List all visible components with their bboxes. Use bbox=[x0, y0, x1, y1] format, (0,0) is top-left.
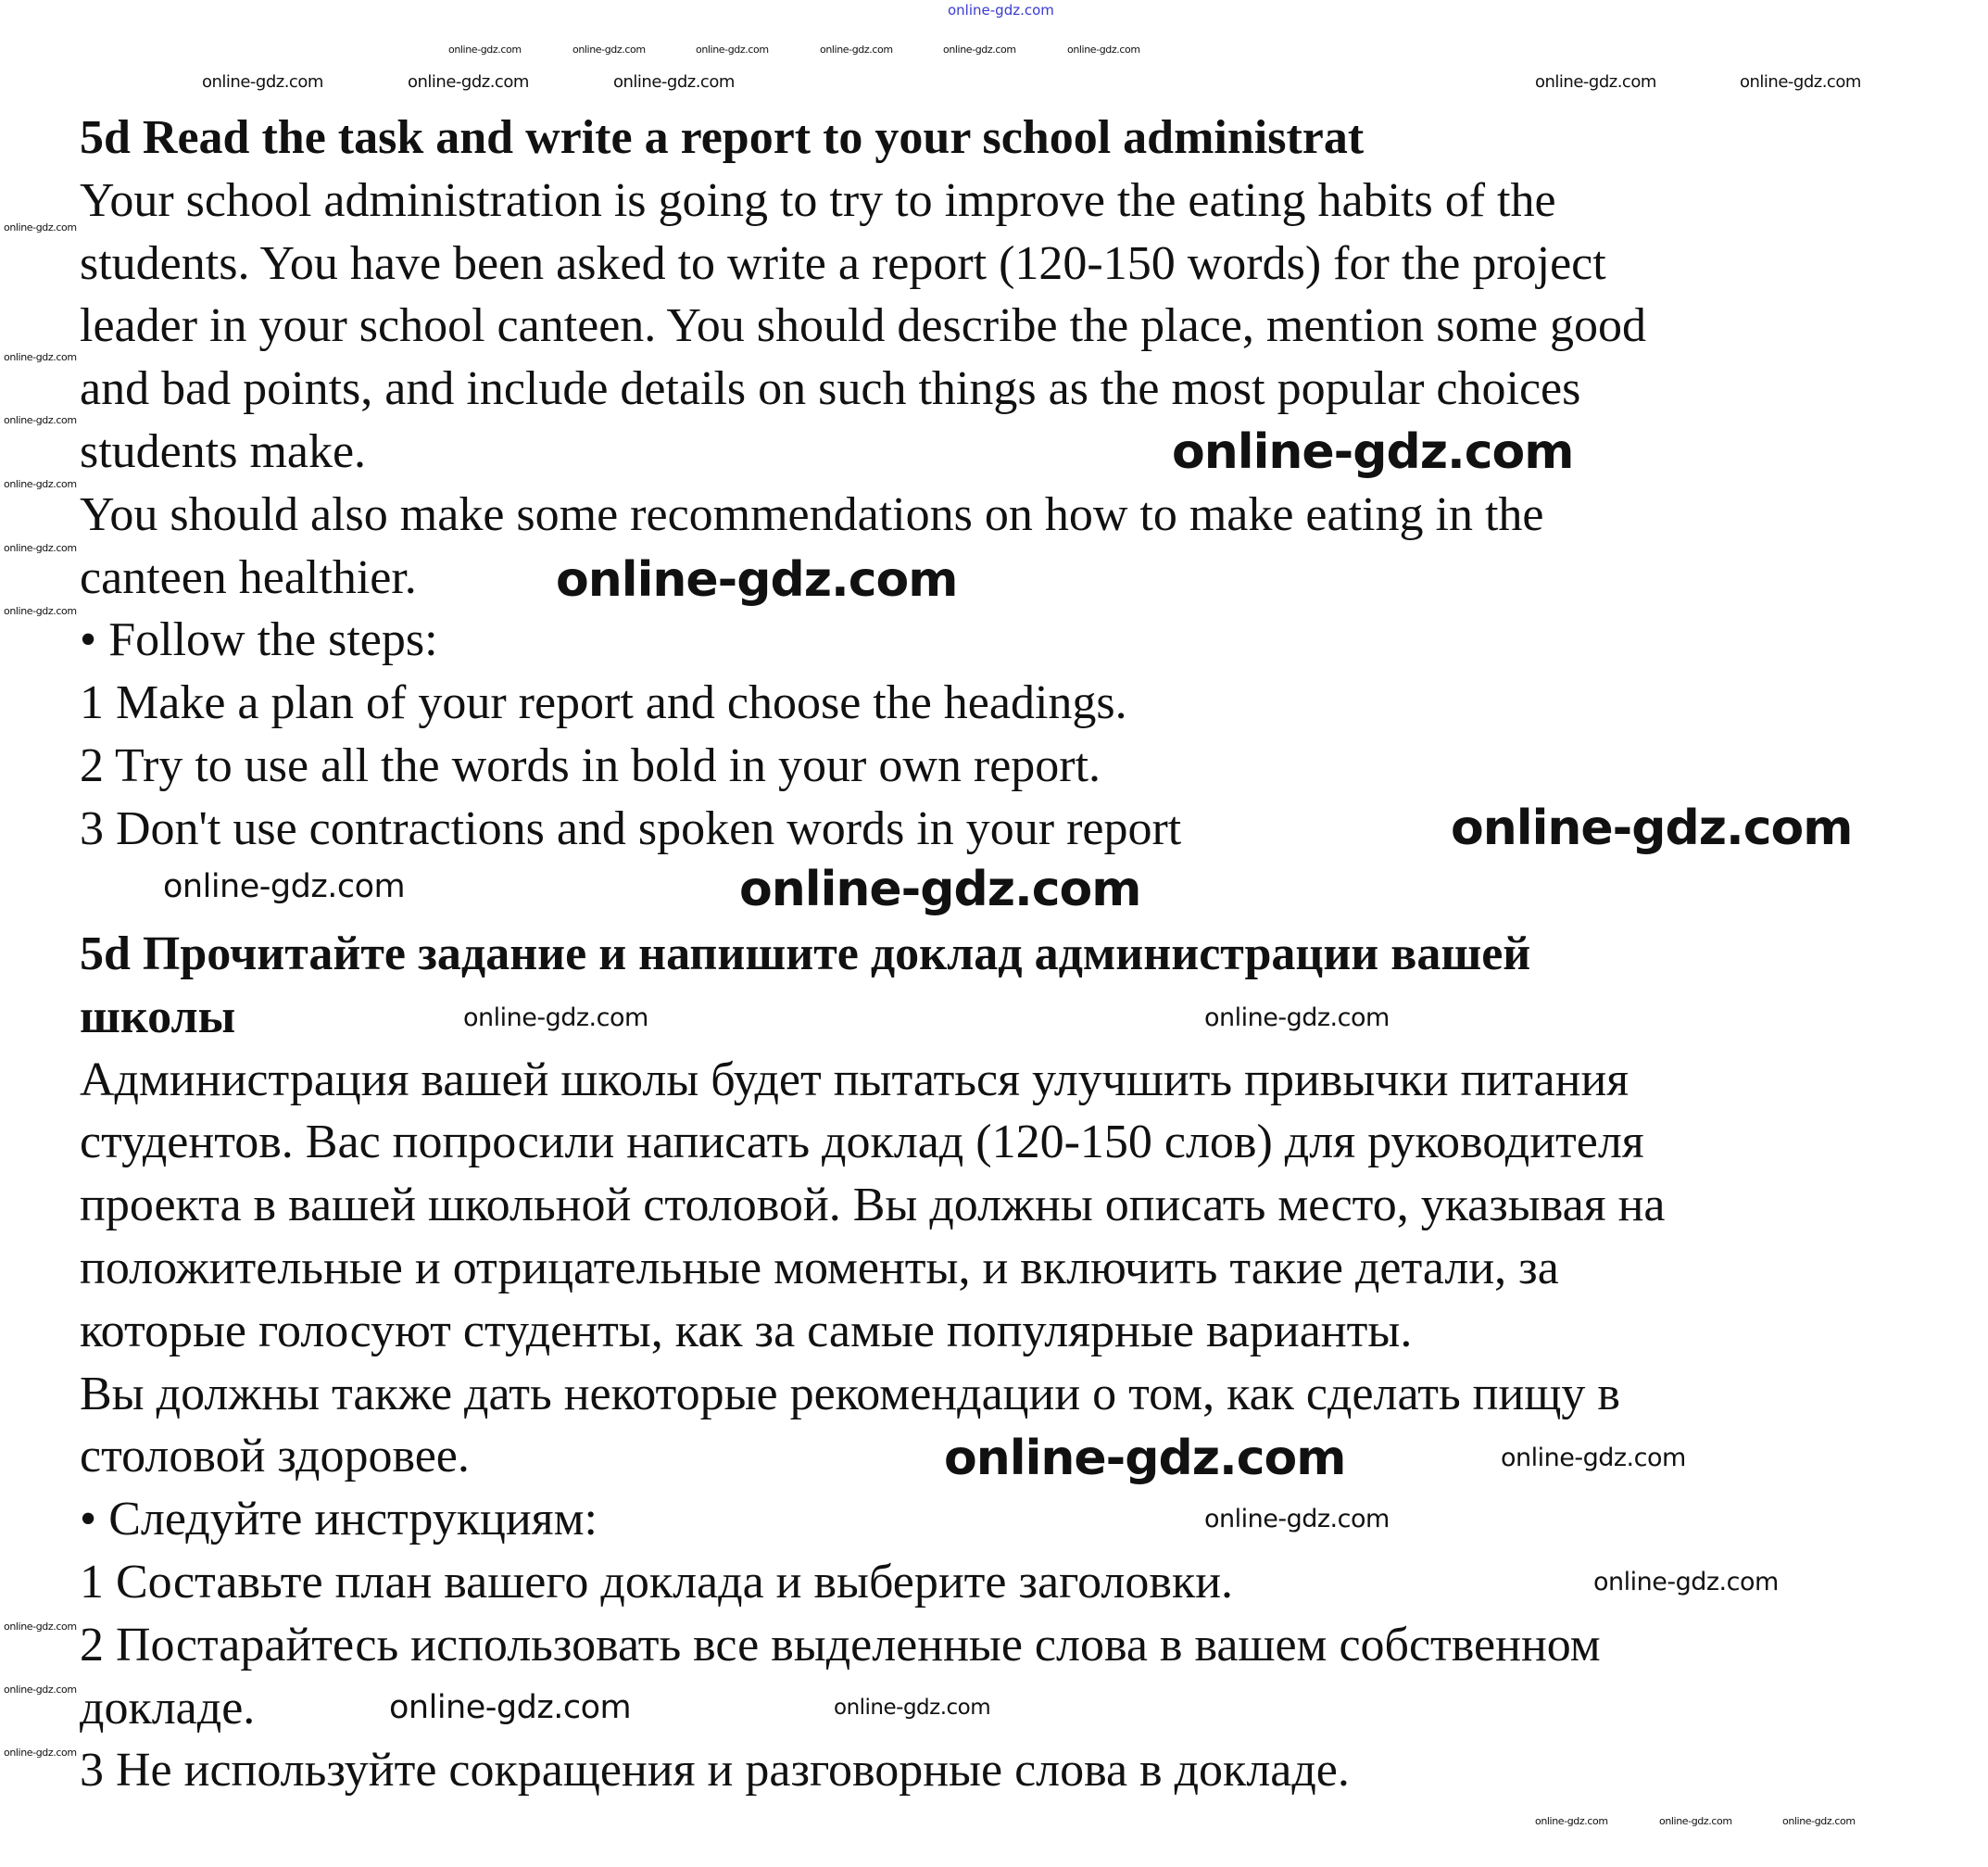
english-step: 2 Try to use all the words in bold in your own report. bbox=[80, 738, 1101, 792]
watermark: online-gdz.com bbox=[556, 552, 958, 608]
russian-step: 3 Не используйте сокращения и разговорные слова в докладе. bbox=[80, 1744, 1350, 1798]
watermark: online-gdz.com bbox=[4, 542, 77, 554]
watermark: online-gdz.com bbox=[389, 1689, 632, 1726]
watermark: online-gdz.com bbox=[1740, 72, 1861, 92]
watermark: online-gdz.com bbox=[572, 44, 646, 56]
watermark: online-gdz.com bbox=[696, 44, 769, 56]
watermark: online-gdz.com bbox=[202, 72, 323, 92]
watermark: online-gdz.com bbox=[1659, 1815, 1732, 1827]
watermark: online-gdz.com bbox=[1782, 1815, 1856, 1827]
watermark: online-gdz.com bbox=[4, 414, 77, 426]
russian-task bbox=[80, 923, 1666, 1802]
russian-line: студентов. Вас попросили написать доклад (120-150 слов) для руководителя bbox=[80, 1116, 1644, 1169]
watermark: online-gdz.com bbox=[448, 44, 522, 56]
russian-line: положительные и отрицательные моменты, и включить такие детали, за bbox=[80, 1241, 1559, 1294]
watermark: online-gdz.com bbox=[1172, 424, 1574, 480]
english-task bbox=[80, 107, 1646, 861]
english-line: canteen healthier. bbox=[80, 550, 417, 604]
watermark: online-gdz.com bbox=[1204, 1505, 1390, 1533]
russian-line: которые голосуют студенты, как за самые популярные варианты. bbox=[80, 1304, 1413, 1357]
watermark: online-gdz.com bbox=[1593, 1568, 1779, 1596]
english-step: 3 Don't use contractions and spoken words in your report bbox=[80, 801, 1182, 855]
russian-line: проекта в вашей школьной столовой. Вы должны описать место, указывая на bbox=[80, 1179, 1666, 1232]
watermark: online-gdz.com bbox=[408, 72, 529, 92]
watermark: online-gdz.com bbox=[1067, 44, 1140, 56]
watermark: online-gdz.com bbox=[163, 868, 406, 905]
watermark: online-gdz.com bbox=[4, 221, 77, 233]
russian-line: • Следуйте инструкциям: bbox=[80, 1493, 598, 1546]
russian-heading: школы bbox=[80, 990, 236, 1043]
watermark: online-gdz.com bbox=[943, 44, 1016, 56]
watermark: online-gdz.com bbox=[4, 478, 77, 490]
russian-heading: 5d Прочитайте задание и напишите доклад администрации вашей bbox=[80, 927, 1531, 980]
watermark: online-gdz.com bbox=[463, 1003, 648, 1032]
watermark: online-gdz.com bbox=[613, 72, 735, 92]
watermark: online-gdz.com bbox=[944, 1431, 1346, 1486]
watermark: online-gdz.com bbox=[4, 351, 77, 363]
russian-line: Вы должны также дать некоторые рекомендации о том, как сделать пищу в bbox=[80, 1367, 1620, 1420]
english-line: leader in your school canteen. You should describe the place, mention some good bbox=[80, 299, 1647, 353]
watermark: online-gdz.com bbox=[739, 862, 1141, 917]
russian-line: Администрация вашей школы будет пытаться улучшить привычки питания bbox=[80, 1053, 1629, 1106]
watermark: online-gdz.com bbox=[1204, 1003, 1390, 1032]
english-line: students. You have been asked to write a report (120-150 words) for the project bbox=[80, 236, 1606, 290]
watermark: online-gdz.com bbox=[834, 1696, 991, 1720]
watermark: online-gdz.com bbox=[1535, 1815, 1608, 1827]
watermark: online-gdz.com bbox=[1451, 801, 1853, 856]
english-line: You should also make some recommendations on how to make eating in the bbox=[80, 487, 1544, 541]
english-step: 1 Make a plan of your report and choose the headings. bbox=[80, 676, 1127, 730]
watermark: online-gdz.com bbox=[1535, 72, 1656, 92]
watermark: online-gdz.com bbox=[1501, 1444, 1686, 1472]
watermark: online-gdz.com bbox=[948, 2, 1054, 19]
english-line: and bad points, and include details on such things as the most popular choices bbox=[80, 362, 1581, 416]
english-heading: 5d Read the task and write a report to your school administrat bbox=[80, 111, 1365, 164]
watermark: online-gdz.com bbox=[4, 1621, 77, 1633]
russian-line: столовой здоровее. bbox=[80, 1430, 470, 1483]
watermark: online-gdz.com bbox=[4, 605, 77, 617]
english-line: students make. bbox=[80, 424, 367, 478]
russian-step: докладе. bbox=[80, 1681, 256, 1735]
russian-step: 2 Постарайтесь использовать все выделенные слова в вашем собственном bbox=[80, 1618, 1601, 1671]
english-line: Your school administration is going to try to improve the eating habits of the bbox=[80, 173, 1556, 227]
english-line: • Follow the steps: bbox=[80, 613, 438, 667]
watermark: online-gdz.com bbox=[4, 1684, 77, 1696]
russian-step: 1 Составьте план вашего доклада и выберите заголовки. bbox=[80, 1555, 1234, 1608]
watermark: online-gdz.com bbox=[4, 1747, 77, 1759]
watermark: online-gdz.com bbox=[820, 44, 893, 56]
